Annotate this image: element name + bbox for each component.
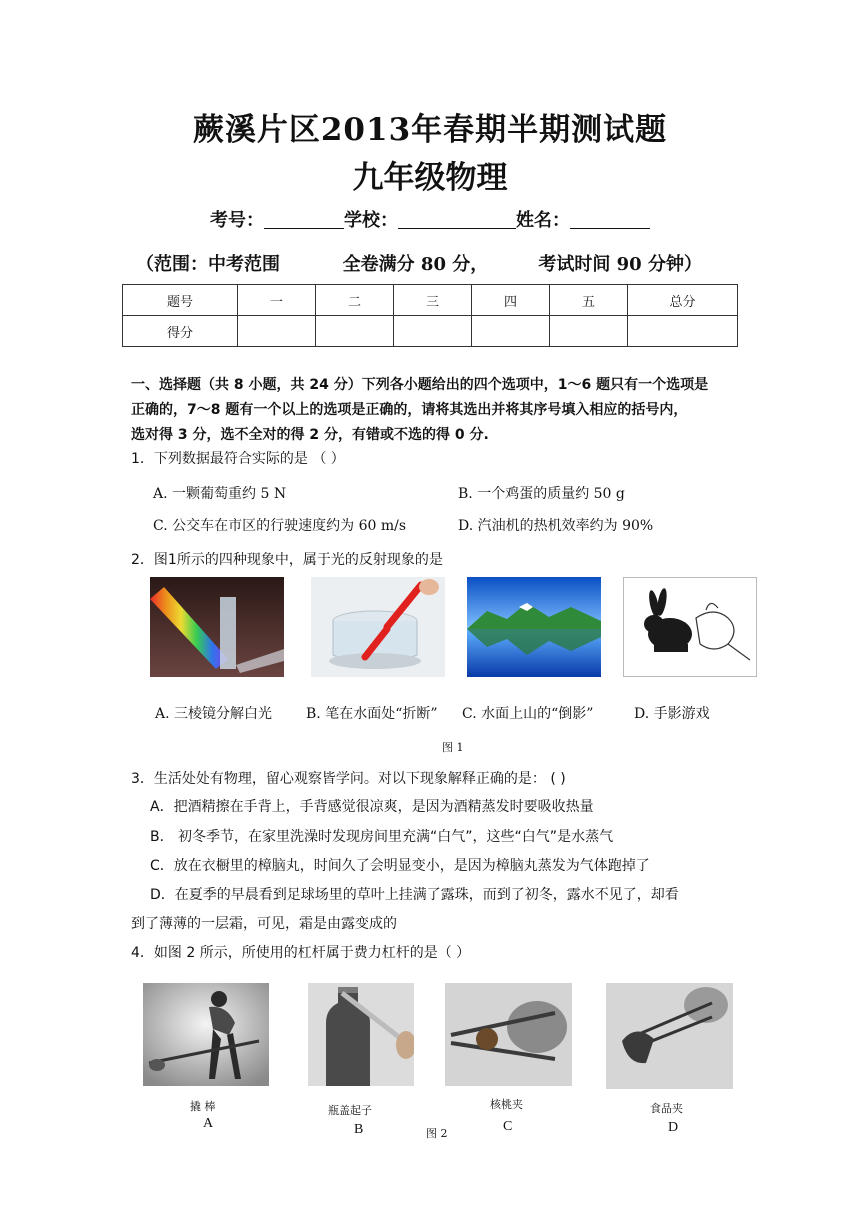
- question-3-option-d-line2: 到了薄薄的一层霜，可见，霜是由露变成的: [131, 916, 397, 932]
- score-table-row: [123, 316, 738, 347]
- score-row-label: 得分: [123, 316, 238, 347]
- figure-2-caption: 图 2: [426, 1127, 448, 1140]
- figure-2-letter-c: C: [503, 1119, 513, 1134]
- exam-range-line: （范围：中考范围 全卷满分 80 分， 考试时间 90 分钟）: [136, 254, 702, 275]
- figure-2-caption-a: 撬 棒: [190, 1100, 216, 1113]
- question-2-option-d: D. 手影游戏: [634, 706, 710, 722]
- score-header-cell: 一: [238, 285, 316, 316]
- school-blank: [398, 210, 516, 229]
- score-cell: [628, 316, 738, 347]
- figure-2-caption-b: 瓶盖起子: [328, 1104, 372, 1117]
- bottle-opener-image: [308, 983, 414, 1086]
- score-header-cell: 总分: [628, 285, 738, 316]
- exam-no-label: 考号：: [210, 210, 264, 231]
- score-header-cell: 四: [472, 285, 550, 316]
- score-cell: [316, 316, 394, 347]
- food-tongs-image: [606, 983, 733, 1089]
- score-table-header-row: [123, 285, 738, 316]
- question-1-option-b: B. 一个鸡蛋的质量约 50 g: [458, 486, 625, 502]
- score-header-cell: 三: [394, 285, 472, 316]
- figure-2-caption-c: 核桃夹: [490, 1098, 523, 1111]
- hand-shadow-image: [623, 577, 757, 677]
- school-label: 学校：: [344, 210, 398, 231]
- prism-image: [150, 577, 284, 677]
- question-3-option-d-line1: D．在夏季的早晨看到足球场里的草叶上挂满了露珠，而到了初冬，露水不见了，却看: [150, 887, 679, 903]
- pencil-in-water-image: [311, 577, 445, 677]
- question-2-option-c: C. 水面上山的“倒影”: [462, 706, 594, 722]
- figure-2-caption-d: 食品夹: [650, 1102, 683, 1115]
- question-1-option-c: C. 公交车在市区的行驶速度约为 60 m/s: [153, 518, 407, 534]
- question-4-stem: 4．如图 2 所示，所使用的杠杆属于费力杠杆的是（ ）: [131, 945, 471, 961]
- figure-2-letter-b: B: [354, 1122, 364, 1137]
- question-1-option-a: A. 一颗葡萄重约 5 N: [153, 486, 287, 502]
- question-3-option-a: A．把酒精擦在手背上，手背感觉很凉爽，是因为酒精蒸发时要吸收热量: [150, 799, 594, 815]
- crowbar-image: [143, 983, 269, 1086]
- question-3-option-c: C．放在衣橱里的樟脑丸，时间久了会明显变小，是因为樟脑丸蒸发为气体跑掉了: [150, 858, 650, 874]
- question-2-stem: 2．图1所示的四种现象中，属于光的反射现象的是: [131, 552, 443, 568]
- name-label: 姓名：: [516, 210, 570, 231]
- question-2-option-a: A. 三棱镜分解白光: [155, 706, 273, 722]
- score-cell: [394, 316, 472, 347]
- name-blank: [570, 210, 650, 229]
- question-2-option-b: B. 笔在水面处“折断”: [306, 706, 438, 722]
- figure-2-letter-a: A: [203, 1116, 214, 1131]
- section1-intro-line: 一、选择题（共 8 小题，共 24 分）下列各小题给出的四个选项中，1～6 题只有一个选项是: [131, 377, 709, 393]
- figure-2-letter-d: D: [668, 1120, 679, 1135]
- question-3-stem: 3．生活处处有物理，留心观察皆学问。对以下现象解释正确的是： ( ): [131, 771, 566, 787]
- score-header-cell: 二: [316, 285, 394, 316]
- mountain-reflection-image: [467, 577, 601, 677]
- section1-intro-line: 正确的，7～8 题有一个以上的选项是正确的，请将其选出并将其序号填入相应的括号内，: [131, 402, 688, 418]
- score-cell: [472, 316, 550, 347]
- exam-no-blank: [264, 210, 344, 229]
- figure-1-caption: 图 1: [442, 741, 464, 754]
- section1-intro-line: 选对得 3 分，选不全对的得 2 分，有错或不选的得 0 分.: [131, 427, 489, 443]
- question-1-stem: 1．下列数据最符合实际的是 （ ）: [131, 451, 345, 467]
- exam-subtitle: 九年级物理: [352, 160, 508, 196]
- exam-title: 蕨溪片区2013年春期半期测试题: [192, 112, 668, 148]
- score-table: [122, 284, 738, 347]
- score-cell: [550, 316, 628, 347]
- student-info-line: [0, 206, 860, 232]
- score-header-cell: 题号: [123, 285, 238, 316]
- question-1-option-d: D. 汽油机的热机效率约为 90%: [458, 518, 654, 534]
- question-3-option-b: B． 初冬季节，在家里洗澡时发现房间里充满“白气”，这些“白气”是水蒸气: [150, 829, 614, 845]
- section1-intro: [131, 373, 741, 448]
- score-cell: [238, 316, 316, 347]
- score-header-cell: 五: [550, 285, 628, 316]
- nutcracker-image: [445, 983, 572, 1086]
